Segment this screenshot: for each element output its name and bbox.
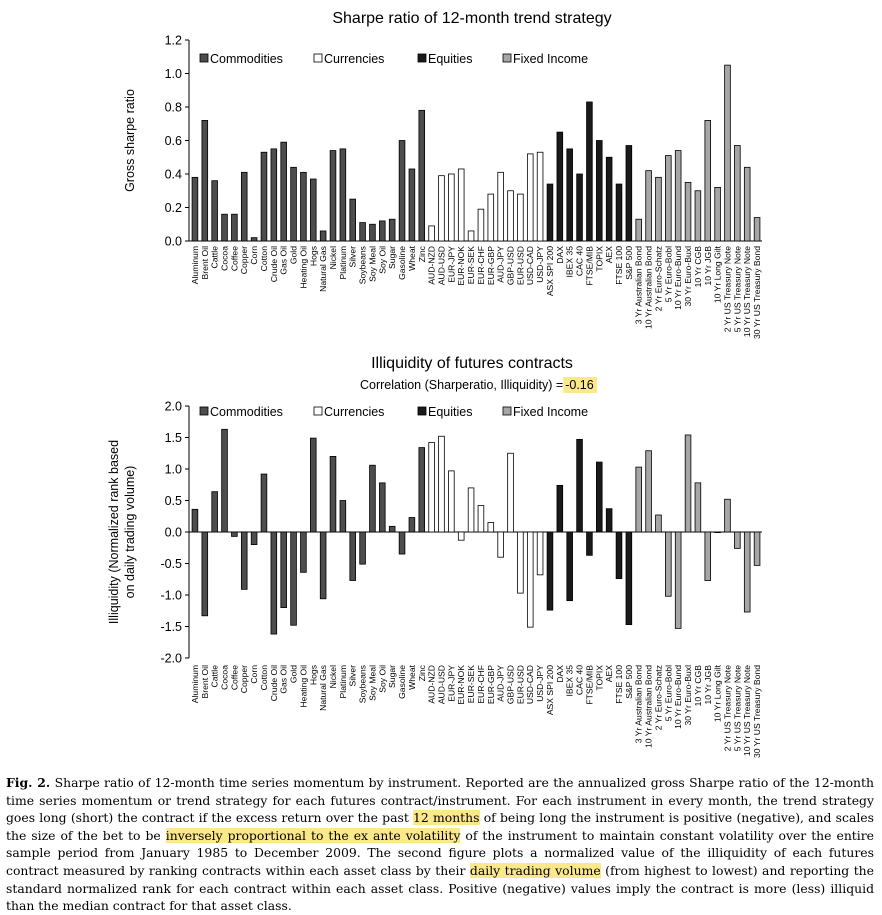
sharpe-x-tick-label: GBP-USD — [505, 246, 516, 286]
caption-text-3: of the instrument to maintain constant volatility over the entire sample period from January 1985 to December 2009. The second figure plots a normalized value of the illiquidity of each futures contract measured by ranking contracts within each asset class by their — [6, 827, 874, 878]
bar — [399, 532, 405, 554]
illiquidity-x-tick-label: Coffee — [229, 665, 240, 691]
caption-fig-label: Fig. 2. — [6, 775, 51, 790]
bar — [439, 436, 445, 532]
bar — [587, 532, 593, 555]
sharpe-x-tick-label: Sugar — [387, 246, 398, 269]
sharpe-x-tick-label: AUD-JPY — [495, 245, 506, 283]
illiquidity-y-axis-label: on daily trading volume) — [123, 465, 137, 599]
illiquidity-x-tick-label: TOPIX — [594, 665, 605, 691]
sharpe-x-tick-label: Cattle — [209, 246, 220, 269]
sharpe-x-tick-label: EUR-GBP — [485, 246, 496, 286]
sharpe-x-tick-label: S&P 500 — [623, 246, 634, 280]
bar — [192, 177, 198, 241]
sharpe-x-tick-label: Coffee — [229, 246, 240, 272]
bar — [616, 532, 622, 579]
legend-label-fixed-income: Fixed Income — [513, 405, 589, 419]
illiquidity-x-tick-label: Heating Oil — [298, 665, 309, 708]
bar — [754, 218, 760, 241]
illiquidity-x-tick-label: Wheat — [406, 665, 417, 690]
sharpe-y-tick-label: 0.6 — [164, 134, 182, 148]
illiquidity-x-tick-label: 10 Yr Long Gilt — [712, 665, 723, 723]
bar — [399, 141, 405, 242]
correlation-value: -0.16 — [565, 378, 594, 392]
sharpe-y-tick-label: 1.2 — [164, 33, 182, 48]
illiquidity-x-tick-label: CAC 40 — [574, 665, 585, 696]
bar — [232, 214, 238, 241]
bar — [291, 532, 297, 625]
bar — [330, 151, 336, 241]
bar — [567, 149, 573, 241]
bar — [577, 174, 583, 241]
bar — [360, 532, 366, 564]
bar — [370, 465, 376, 532]
sharpe-y-tick-label: 1.0 — [164, 67, 182, 81]
sharpe-x-tick-label: Soy Meal — [367, 246, 378, 282]
bar — [281, 532, 287, 608]
bar — [675, 151, 681, 241]
illiquidity-x-tick-label: AUD-USD — [436, 665, 447, 705]
sharpe-y-tick-label: 0.0 — [164, 234, 182, 249]
illiquidity-x-tick-label: Gasoline — [397, 665, 408, 699]
bar — [488, 523, 494, 532]
sharpe-x-tick-label: Hogs — [308, 246, 319, 267]
bar — [744, 167, 750, 241]
bar — [340, 149, 346, 241]
bar — [527, 532, 533, 627]
illiquidity-x-tick-label: DAX — [554, 665, 565, 683]
illiquidity-x-tick-label: USD-JPY — [535, 665, 546, 702]
bar — [744, 532, 750, 612]
illiquidity-x-tick-label: Gold — [288, 665, 299, 684]
bar — [340, 501, 346, 533]
illiquidity-y-tick-label: 1.5 — [164, 431, 182, 445]
illiquidity-y-tick-label: -1.0 — [160, 588, 182, 603]
legend-swatch-fixed-income — [503, 407, 511, 415]
bar — [458, 169, 464, 241]
sharpe-x-tick-label: 30 Yr Euro-Buxl — [683, 246, 694, 307]
illiquidity-x-tick-label: AUD-JPY — [495, 665, 506, 702]
bar — [320, 532, 326, 599]
bar — [587, 102, 593, 241]
bar — [379, 483, 385, 532]
illiquidity-x-tick-label: Cotton — [258, 665, 269, 691]
illiquidity-x-tick-label: Soy Oil — [377, 665, 388, 693]
illiquidity-x-tick-label: 10 Yr Australian Bond — [643, 665, 654, 748]
bar — [508, 453, 514, 532]
bar — [271, 532, 277, 634]
bar — [656, 177, 662, 241]
bar — [301, 532, 307, 572]
bar — [646, 451, 652, 532]
bar — [567, 532, 573, 601]
bar — [685, 435, 691, 532]
sharpe-x-tick-label: TOPIX — [594, 246, 605, 272]
bar — [715, 532, 721, 533]
sharpe-x-tick-label: Corn — [249, 246, 260, 265]
bar — [192, 509, 198, 532]
illiquidity-x-tick-label: Soy Meal — [367, 665, 378, 701]
bar — [488, 194, 494, 241]
bar — [606, 509, 612, 532]
sharpe-x-tick-label: Cocoa — [219, 246, 230, 271]
illiquidity-x-tick-label: Silver — [347, 665, 358, 687]
bar — [754, 532, 760, 565]
sharpe-x-tick-label: 2 Yr US Treasury Note — [722, 246, 733, 333]
sharpe-x-tick-label: EUR-SEK — [466, 246, 477, 285]
bar — [389, 219, 395, 241]
legend-swatch-fixed-income — [503, 54, 511, 62]
bar — [478, 506, 484, 532]
illiquidity-x-tick-label: Copper — [239, 665, 250, 694]
correlation-subtitle: Correlation (Sharperatio, Illiquidity) = — [360, 378, 564, 392]
bar — [330, 456, 336, 532]
bar — [537, 532, 543, 575]
illiquidity-chart-title: Illiquidity of futures contracts — [371, 355, 573, 372]
illiquidity-x-tick-label: FTSE/MIB — [584, 665, 595, 705]
sharpe-x-tick-label: FTSE/MIB — [584, 246, 595, 286]
illiquidity-x-tick-label: GBP-USD — [505, 665, 516, 705]
sharpe-x-tick-label: 2 Yr Euro-Schatz — [653, 246, 664, 312]
legend-swatch-currencies — [314, 54, 322, 62]
sharpe-x-tick-label: USD-JPY — [535, 246, 546, 283]
sharpe-x-tick-label: Nickel — [328, 246, 338, 270]
bar — [448, 471, 454, 532]
sharpe-x-tick-label: AUD-USD — [436, 246, 447, 286]
sharpe-x-tick-label: Natural Gas — [318, 246, 329, 292]
sharpe-x-tick-label: Aluminum — [189, 246, 200, 285]
legend-label-currencies: Currencies — [324, 52, 385, 66]
sharpe-x-tick-label: 10 Yr Australian Bond — [643, 246, 654, 329]
bar — [498, 532, 504, 557]
illiquidity-x-tick-label: Aluminum — [189, 665, 200, 704]
bar — [518, 532, 524, 593]
bar — [596, 462, 602, 532]
illiquidity-x-tick-label: Soybeans — [357, 665, 368, 704]
bar — [241, 172, 247, 241]
illiquidity-x-tick-label: Hogs — [308, 665, 319, 686]
bar — [310, 179, 316, 241]
bar — [310, 438, 316, 532]
sharpe-x-tick-label: DAX — [554, 246, 565, 264]
sharpe-x-tick-label: 10 Yr JGB — [702, 246, 713, 286]
bar — [626, 146, 632, 241]
illiquidity-y-tick-label: -0.5 — [160, 557, 182, 571]
bar — [685, 182, 691, 241]
caption-text-2: of being long the instrument is positive (negative), and scales the size of the bet to be — [6, 810, 874, 843]
illiquidity-x-tick-label: Platinum — [337, 665, 348, 699]
bar — [232, 532, 238, 536]
figure-caption — [6, 774, 874, 915]
illiquidity-x-tick-label: 10 Yr US Treasury Note — [742, 665, 753, 757]
sharpe-x-tick-label: 10 Yr Long Gilt — [712, 246, 723, 304]
legend-swatch-equities — [418, 407, 426, 415]
bar — [429, 226, 435, 241]
bar — [508, 191, 514, 241]
bar — [656, 515, 662, 532]
bar — [665, 156, 671, 241]
sharpe-x-tick-label: Soybeans — [357, 246, 368, 285]
sharpe-x-tick-label: 10 Yr CGB — [692, 246, 703, 288]
sharpe-x-tick-label: FTSE 100 — [614, 246, 624, 285]
bar — [389, 526, 395, 532]
legend-label-commodities: Commodities — [210, 405, 283, 419]
bar — [261, 152, 267, 241]
sharpe-x-tick-label: Copper — [239, 246, 250, 275]
illiquidity-x-tick-label: ASX SPI 200 — [544, 665, 555, 716]
bar — [271, 149, 277, 241]
bar — [360, 223, 366, 241]
bar — [498, 172, 504, 241]
sharpe-x-tick-label: USD-CAD — [525, 246, 536, 286]
legend-swatch-commodities — [200, 54, 208, 62]
sharpe-x-tick-label: Gas Oil — [278, 246, 289, 275]
bar — [458, 532, 464, 540]
sharpe-x-tick-label: EUR-CHF — [475, 246, 486, 285]
illiquidity-x-tick-label: 10 Yr Euro-Bund — [673, 665, 684, 729]
illiquidity-x-tick-label: Zinc — [416, 665, 427, 682]
bar — [665, 532, 671, 596]
sharpe-x-tick-label: AEX — [604, 246, 615, 264]
sharpe-x-tick-label: 30 Yr US Treasury Bond — [752, 246, 763, 339]
sharpe-x-tick-label: Heating Oil — [298, 246, 309, 289]
bar — [734, 532, 740, 548]
bar — [370, 224, 376, 241]
sharpe-x-tick-label: EUR-JPY — [446, 246, 457, 283]
illiquidity-x-tick-label: S&P 500 — [623, 665, 634, 699]
illiquidity-x-tick-label: Gas Oil — [278, 665, 289, 694]
sharpe-x-tick-label: Platinum — [337, 246, 348, 280]
bar — [705, 120, 711, 241]
bar — [429, 443, 435, 532]
illiquidity-x-tick-label: 2 Yr US Treasury Note — [722, 665, 733, 752]
bar — [537, 152, 543, 241]
sharpe-x-tick-label: AUD-NZD — [426, 246, 437, 285]
illiquidity-x-tick-label: EUR-CHF — [475, 665, 486, 704]
bar — [419, 448, 425, 532]
bar — [646, 171, 652, 241]
sharpe-x-tick-label: Gasoline — [397, 246, 408, 280]
illiquidity-y-tick-label: 0.5 — [164, 494, 182, 508]
illiquidity-x-tick-label: FTSE 100 — [614, 665, 624, 704]
illiquidity-x-tick-label: 10 Yr JGB — [702, 665, 713, 705]
bar — [606, 157, 612, 241]
bar — [320, 231, 326, 241]
sharpe-x-tick-label: 3 Yr Australian Bond — [633, 246, 644, 325]
caption-text-4: (from highest to lowest) and reporting the standard normalized rank for each contract within each asset class. Positive (negative) values imply the contract is more (less) illiquid than the median contract for that asset class. — [6, 862, 874, 914]
bar — [212, 181, 218, 241]
bar — [734, 146, 740, 241]
illiquidity-x-tick-label: 3 Yr Australian Bond — [633, 665, 644, 744]
bar — [636, 467, 642, 532]
illiquidity-x-tick-label: 30 Yr US Treasury Bond — [752, 665, 763, 758]
bar — [350, 532, 356, 581]
sharpe-y-tick-label: 0.8 — [164, 100, 182, 115]
bar — [557, 485, 563, 532]
bar — [291, 167, 297, 241]
bar — [202, 532, 208, 616]
bar — [695, 191, 701, 241]
bar — [478, 209, 484, 241]
illiquidity-x-tick-label: Brent Oil — [199, 665, 210, 699]
illiquidity-x-tick-label: EUR-GBP — [485, 665, 496, 705]
bar — [251, 532, 257, 545]
legend-swatch-commodities — [200, 407, 208, 415]
illiquidity-x-tick-label: 10 Yr CGB — [692, 665, 703, 707]
bar — [222, 429, 228, 532]
bar — [448, 174, 454, 241]
sharpe-chart-title: Sharpe ratio of 12-month trend strategy — [332, 10, 612, 27]
illiquidity-x-tick-label: AUD-NZD — [426, 665, 437, 704]
illiquidity-x-tick-label: Nickel — [328, 665, 338, 689]
bar — [439, 176, 445, 241]
illiquidity-x-tick-label: Corn — [249, 665, 260, 684]
illiquidity-x-tick-label: USD-CAD — [525, 665, 536, 705]
illiquidity-y-tick-label: -2.0 — [160, 651, 182, 666]
illiquidity-y-tick-label: 2.0 — [164, 399, 182, 414]
illiquidity-y-axis-label: Illiquidity (Normalized rank based — [107, 439, 121, 625]
bar — [350, 199, 356, 241]
illiquidity-x-tick-label: 5 Yr Euro-Bobl — [663, 665, 674, 722]
legend-label-equities: Equities — [428, 405, 473, 419]
bar — [626, 532, 632, 625]
illiquidity-y-tick-label: 1.0 — [164, 462, 182, 477]
bar — [409, 518, 415, 532]
bar — [468, 488, 474, 532]
sharpe-x-tick-label: CAC 40 — [574, 246, 585, 277]
bar — [222, 214, 228, 241]
illiquidity-x-tick-label: Natural Gas — [318, 665, 329, 711]
sharpe-x-tick-label: Zinc — [416, 246, 427, 263]
sharpe-x-tick-label: EUR-NOK — [456, 246, 467, 286]
illiquidity-x-tick-label: EUR-NOK — [456, 665, 467, 705]
bar — [547, 532, 553, 610]
illiquidity-x-tick-label: 5 Yr US Treasury Note — [732, 665, 743, 752]
sharpe-x-tick-label: Silver — [347, 246, 358, 268]
bar — [518, 194, 524, 241]
caption-highlight-12-months: 12 months — [413, 810, 480, 826]
sharpe-x-tick-label: 10 Yr Euro-Bund — [673, 246, 684, 310]
bar — [715, 187, 721, 241]
bar — [577, 439, 583, 532]
illiquidity-x-tick-label: EUR-SEK — [466, 665, 477, 704]
legend-label-currencies: Currencies — [324, 405, 385, 419]
illiquidity-y-tick-label: -1.5 — [160, 620, 182, 634]
bar — [557, 132, 563, 241]
sharpe-x-tick-label: 10 Yr US Treasury Note — [742, 246, 753, 338]
illiquidity-x-tick-label: Crude Oil — [268, 665, 279, 702]
bar — [419, 110, 425, 241]
sharpe-y-axis-label: Gross sharpe ratio — [123, 89, 137, 192]
bar — [301, 172, 307, 241]
bar — [212, 492, 218, 532]
sharpe-x-tick-label: ASX SPI 200 — [544, 246, 555, 297]
bar — [675, 532, 681, 628]
illiquidity-x-tick-label: 2 Yr Euro-Schatz — [653, 665, 664, 731]
bar — [616, 184, 622, 241]
caption-highlight-volume: daily trading volume — [469, 862, 601, 878]
caption-highlight-inverse-vol: inversely proportional to the ex ante volatility — [165, 827, 461, 843]
illiquidity-x-tick-label: Sugar — [387, 665, 398, 688]
sharpe-x-tick-label: Brent Oil — [199, 246, 210, 280]
bar — [379, 221, 385, 241]
bar — [705, 532, 711, 581]
illiquidity-x-tick-label: EUR-USD — [515, 665, 526, 705]
sharpe-y-tick-label: 0.4 — [164, 167, 182, 182]
illiquidity-x-tick-label: EUR-JPY — [446, 665, 457, 702]
sharpe-y-tick-label: 0.2 — [164, 201, 182, 215]
sharpe-x-tick-label: Cotton — [258, 246, 269, 272]
illiquidity-y-tick-label: 0.0 — [164, 525, 182, 540]
bar — [202, 120, 208, 241]
bar — [725, 65, 731, 241]
sharpe-x-tick-label: IBEX 35 — [564, 246, 575, 278]
sharpe-x-tick-label: 5 Yr Euro-Bobl — [663, 246, 674, 303]
bar — [527, 154, 533, 241]
illiquidity-x-tick-label: Cocoa — [219, 665, 230, 690]
sharpe-x-tick-label: Soy Oil — [377, 246, 388, 274]
sharpe-x-tick-label: EUR-USD — [515, 246, 526, 286]
illiquidity-x-tick-label: IBEX 35 — [564, 665, 575, 697]
illiquidity-x-tick-label: Cattle — [209, 665, 220, 688]
illiquidity-x-tick-label: AEX — [604, 665, 615, 683]
legend-swatch-equities — [418, 54, 426, 62]
bar — [251, 238, 257, 241]
sharpe-x-tick-label: 5 Yr US Treasury Note — [732, 246, 743, 333]
caption-text-1: Sharpe ratio of 12-month time series momentum by instrument. Reported are the annualized gross Sharpe ratio of the 12-month time series momentum or trend strategy for each futures contract/instrument. For each instrument in every month, the trend strategy goes long (short) the contract if the excess return over the past — [6, 775, 874, 826]
bar — [281, 142, 287, 241]
bar — [261, 474, 267, 532]
bar — [241, 532, 247, 589]
sharpe-x-tick-label: Wheat — [406, 246, 417, 271]
legend-swatch-currencies — [314, 407, 322, 415]
bar — [695, 483, 701, 532]
illiquidity-x-tick-label: 30 Yr Euro-Buxl — [683, 665, 694, 726]
legend-label-equities: Equities — [428, 52, 473, 66]
sharpe-x-tick-label: Gold — [288, 246, 299, 265]
sharpe-x-tick-label: Crude Oil — [268, 246, 279, 283]
bar — [547, 184, 553, 241]
bar — [596, 141, 602, 242]
bar — [725, 499, 731, 532]
legend-label-fixed-income: Fixed Income — [513, 52, 589, 66]
bar — [409, 169, 415, 241]
bar — [636, 219, 642, 241]
bar — [468, 231, 474, 241]
legend-label-commodities: Commodities — [210, 52, 283, 66]
